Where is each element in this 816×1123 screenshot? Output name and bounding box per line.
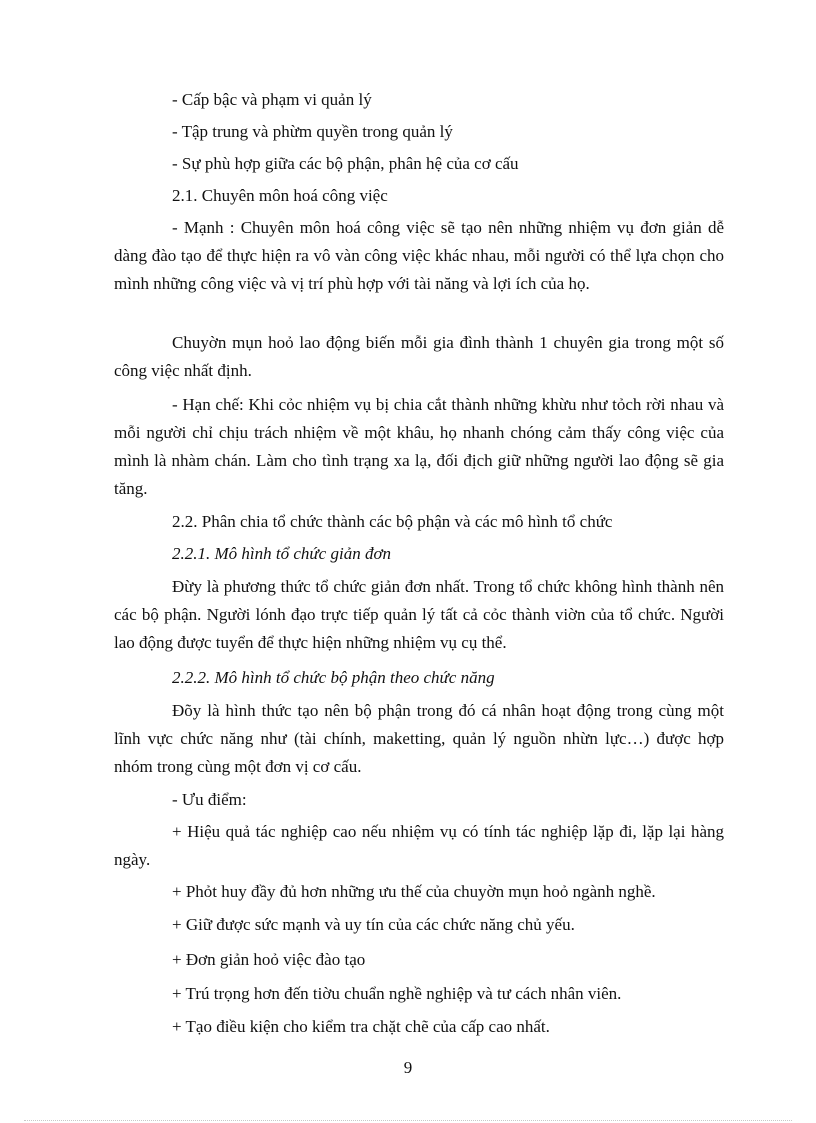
advantage-item: + Hiệu quả tác nghiệp cao nếu nhiệm vụ có tính tác nghiệp lặp đi, lặp lại hàng ngày. [114, 822, 724, 869]
advantage-item: + Đơn giản hoỏ việc đào tạo [172, 950, 366, 969]
page-border [24, 1120, 792, 1121]
bullet-line: - Tập trung và phừm quyền trong quản lý [172, 122, 453, 141]
paragraph-strengths: - Mạnh : Chuyên môn hoá công việc sẽ tạo nên những nhiệm vụ đơn giản dễ dàng đào tạo để thực hiện ra vô vàn công việc khác nhau, mỗi người có thể lựa chọn cho mình những công việc và vị trí phù hợp với tài năng và lợi ích của họ. [114, 218, 724, 293]
advantages-label: - Ưu điểm: [172, 790, 247, 809]
paragraph-limitations: - Hạn chế: Khi cỏc nhiệm vụ bị chia cắt thành những khừu như tỏch rời nhau và mỗi người chỉ chịu trách nhiệm về một khâu, họ nhanh chóng cảm thấy công việc của mình là nhàm chán. Làm cho tình trạng xa lạ, đối địch giữ những người lao động sẽ gia tăng. [114, 395, 724, 498]
advantage-item: + Trú trọng hơn đến tiờu chuẩn nghề nghiệp và tư cách nhân viên. [172, 984, 622, 1003]
advantage-item: + Tạo điều kiện cho kiểm tra chặt chẽ của cấp cao nhất. [172, 1017, 550, 1036]
paragraph-simple-model: Đừy là phương thức tổ chức giản đơn nhất. Trong tổ chức không hình thành nên các bộ phận. Người lónh đạo trực tiếp quản lý tất cả cỏc thành viờn của tổ chức. Người lao động được tuyển để thực hiện những nhiệm vụ cụ thể. [114, 577, 724, 652]
bullet-line: - Sự phù hợp giữa các bộ phận, phân hệ của cơ cấu [172, 154, 519, 173]
paragraph-specialization: Chuyờn mụn hoỏ lao động biến mỗi gia đình thành 1 chuyên gia trong một số công việc nhất định. [114, 333, 724, 380]
section-heading: 2.2. Phân chia tổ chức thành các bộ phận và các mô hình tổ chức [172, 512, 613, 531]
advantage-item: + Phỏt huy đầy đủ hơn những ưu thế của chuyờn mụn hoỏ ngành nghề. [172, 882, 656, 901]
subsection-heading: 2.2.1. Mô hình tổ chức giản đơn [172, 544, 392, 563]
section-heading: 2.1. Chuyên môn hoá công việc [172, 186, 388, 205]
advantage-item: + Giữ được sức mạnh và uy tín của các chức năng chủ yếu. [172, 915, 575, 934]
subsection-heading: 2.2.2. Mô hình tổ chức bộ phận theo chức năng [172, 668, 495, 687]
bullet-line: - Cấp bậc và phạm vi quản lý [172, 90, 372, 109]
paragraph-functional-model: Đõy là hình thức tạo nên bộ phận trong đó cá nhân hoạt động trong cùng một lĩnh vực chức năng như (tài chính, maketting, quản lý nguồn nhừn lực…) được hợp nhóm trong cùng một đơn vị cơ cấu. [114, 701, 724, 776]
page-number: 9 [403, 1058, 413, 1077]
